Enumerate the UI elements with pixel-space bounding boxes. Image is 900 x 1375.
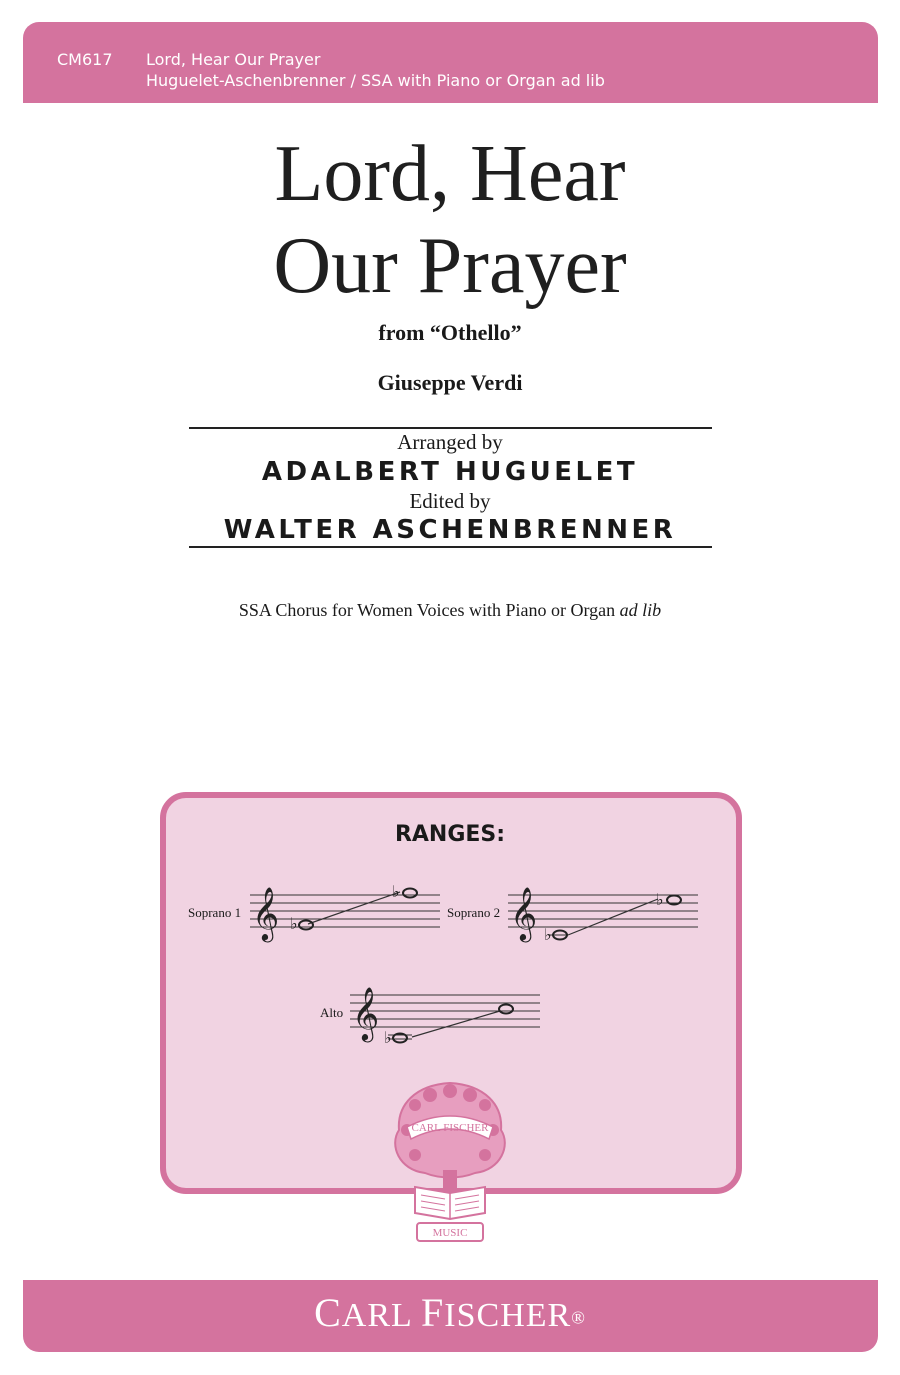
voice-label-alto: Alto: [320, 1005, 344, 1020]
flat-icon: ♭: [384, 1028, 392, 1047]
editor-name: WALTER ASCHENBRENNER: [223, 515, 677, 545]
staff-soprano-2: [508, 885, 703, 947]
scoring-italic: ad lib: [619, 600, 662, 620]
staff-soprano-1: [250, 885, 445, 945]
divider-top: [189, 427, 712, 429]
brand-c: C: [314, 1290, 342, 1335]
staff-alto: [350, 985, 545, 1047]
scoring-note: [0, 600, 900, 621]
voice-label-soprano-2: Soprano 2: [447, 905, 501, 920]
treble-clef-icon: 𝄞: [352, 986, 380, 1040]
logo-text-bottom: MUSIC: [432, 1227, 468, 1239]
header-title: Lord, Hear Our Prayer: [146, 50, 321, 69]
subtitle: from “Othello”: [378, 320, 522, 345]
composer: Giuseppe Verdi: [377, 370, 523, 395]
flat-icon: ♭: [544, 925, 552, 944]
header-band: [23, 22, 878, 103]
ranges-title: RANGES:: [394, 822, 506, 847]
registered-mark: ®: [571, 1307, 586, 1328]
brand-arl: ARL: [341, 1297, 422, 1334]
page-title: [0, 128, 900, 312]
publisher-brand: [0, 1289, 900, 1336]
header-subline: Huguelet-Aschenbrenner / SSA with Piano or Organ ad lib: [146, 71, 605, 90]
scoring-text: SSA Chorus for Women Voices with Piano or Organ: [238, 600, 620, 620]
title-line-1: Lord, Hear: [274, 130, 626, 218]
divider-bottom: [189, 546, 712, 548]
treble-clef-icon: 𝄞: [510, 886, 538, 940]
brand-ischer: ISCHER: [444, 1297, 572, 1334]
flat-icon: ♭: [290, 914, 298, 933]
catalog-code: CM617: [57, 50, 113, 69]
flat-icon: ♭: [392, 885, 400, 901]
flat-icon: ♭: [656, 890, 664, 909]
arranger-name: ADALBERT HUGUELET: [261, 457, 639, 487]
logo-text-top: CARL FISCHER: [411, 1122, 489, 1134]
arranger-label: Arranged by: [397, 430, 503, 454]
voice-label-soprano-1: Soprano 1: [188, 905, 242, 920]
carl-fischer-logo-icon: [385, 1075, 515, 1250]
editor-label: Edited by: [409, 489, 491, 513]
title-line-2: Our Prayer: [273, 222, 627, 310]
brand-f: F: [421, 1290, 445, 1335]
treble-clef-icon: 𝄞: [252, 886, 280, 940]
